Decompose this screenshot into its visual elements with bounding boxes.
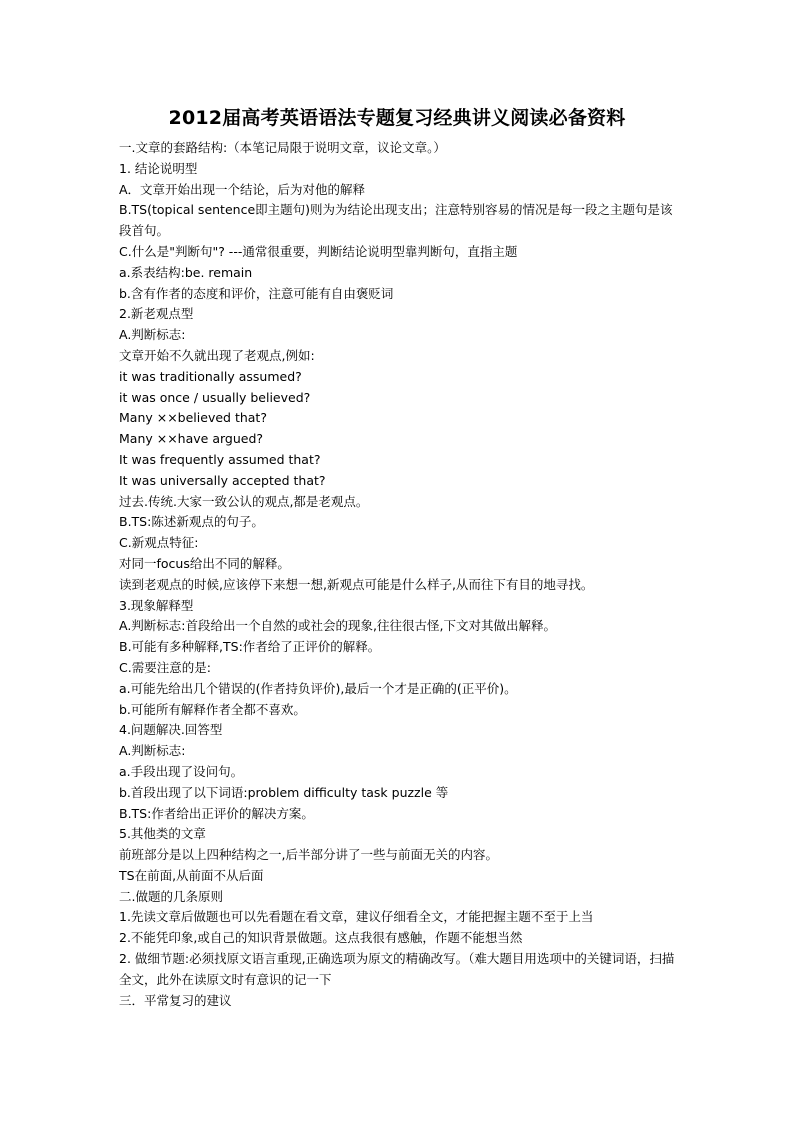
text-line: B.TS(topical sentence即主题句)则为为结论出现支出；注意特别容易的情况是每一段之主题句是该段首句。 (119, 202, 673, 239)
text-line: B.TS:作者给出正评价的解决方案。 (119, 805, 314, 821)
text-line: 读到老观点的时候,应该停下来想一想,新观点可能是什么样子,从而往下有目的地寻找。 (119, 576, 594, 592)
text-line: it was once / usually believed? (119, 389, 311, 405)
text-line: a.系表结构:be. remain (119, 264, 253, 280)
document-title: 2012届高考英语语法专题复习经典讲义阅读必备资料 (168, 107, 626, 129)
text-line: C.什么是"判断句"? ---通常很重要，判断结论说明型靠判断句，直指主题 (119, 243, 518, 259)
text-line: A.判断标志: (119, 743, 186, 759)
document-body (119, 138, 679, 1011)
text-line: 1.先读文章后做题也可以先看题在看文章，建议仔细看全文，才能把握主题不至于上当 (119, 909, 594, 925)
text-line: 二.做题的几条原则 (119, 888, 223, 904)
text-line: 对同一focus给出不同的解释。 (119, 555, 290, 571)
text-line: a.手段出现了设问句。 (119, 763, 244, 779)
text-line: It was frequently assumed that? (119, 451, 321, 467)
text-line: b.含有作者的态度和评价，注意可能有自由褒贬词 (119, 285, 394, 301)
text-line: 5.其他类的文章 (119, 826, 206, 842)
text-line: 2.不能凭印象,或自己的知识背景做题。这点我很有感触，作题不能想当然 (119, 930, 523, 946)
text-line: B.TS:陈述新观点的句子。 (119, 514, 264, 530)
text-line: A．文章开始出现一个结论，后为对他的解释 (119, 181, 366, 197)
text-line: a.可能先给出几个错误的(作者持负评价),最后一个才是正确的(正平价)。 (119, 680, 517, 696)
text-line: Many ××have argued? (119, 431, 264, 447)
text-line: C.新观点特征: (119, 535, 199, 551)
text-line: B.可能有多种解释,TS:作者给了正评价的解释。 (119, 639, 381, 655)
text-line: 三．平常复习的建议 (119, 992, 232, 1008)
text-line: b.可能所有解释作者全都不喜欢。 (119, 701, 306, 717)
text-line: 文章开始不久就出现了老观点,例如: (119, 347, 315, 363)
text-line: 前班部分是以上四种结构之一,后半部分讲了一些与前面无关的内容。 (119, 847, 498, 863)
text-line: Many ××believed that? (119, 410, 267, 426)
text-line: C.需要注意的是: (119, 659, 211, 675)
text-line: 过去.传统.大家一致公认的观点,都是老观点。 (119, 493, 369, 509)
text-line: 2.新老观点型 (119, 306, 194, 322)
text-line: 一.文章的套路结构:（本笔记局限于说明文章，议论文章。） (119, 140, 446, 155)
text-line: it was traditionally assumed? (119, 368, 302, 384)
text-line: TS在前面,从前面不从后面 (119, 867, 264, 883)
text-line: A.判断标志:首段给出一个自然的或社会的现象,往往很古怪,下文对其做出解释。 (119, 618, 556, 634)
text-line: A.判断标志: (119, 327, 186, 343)
text-line: 3.现象解释型 (119, 597, 194, 613)
text-line: 2. 做细节题:必须找原文语言重现,正确选项为原文的精确改写。（难大题目用选项中的关键词语，扫描全文，此外在读原文时有意识的记一下 (119, 951, 675, 987)
text-line: 4.问题解决.回答型 (119, 722, 223, 738)
text-line: b.首段出现了以下词语:problem difficulty task puzzle 等 (119, 784, 449, 800)
text-line: 1. 结论说明型 (119, 160, 198, 176)
text-line: It was universally accepted that? (119, 472, 326, 488)
